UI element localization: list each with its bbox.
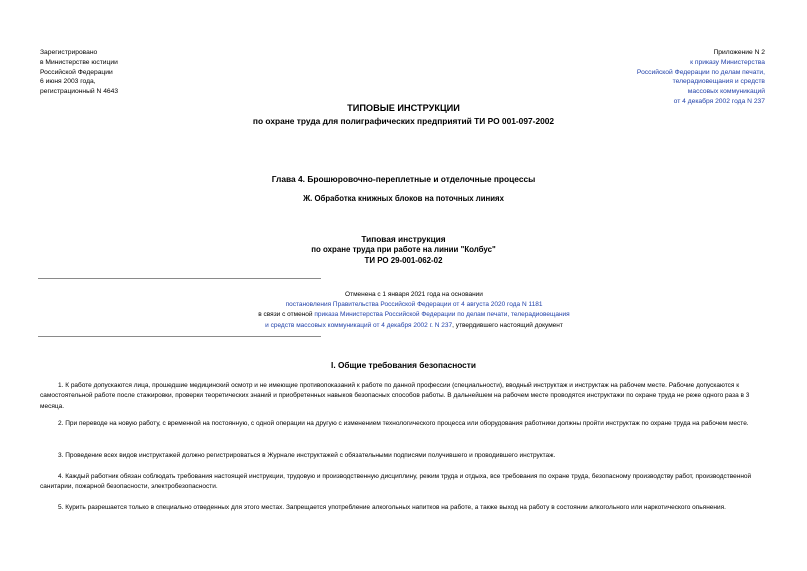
registration-block [40, 48, 220, 97]
appendix-link-line: телерадиовещания и средств [672, 78, 765, 86]
registration-line: 6 июня 2003 года, [40, 78, 96, 86]
appendix-link-line: от 4 декабря 2002 года N 237 [673, 97, 765, 105]
ministry-order-link[interactable]: приказа Министерства Российской Федерации по делам печати, телерадиовещания [314, 311, 570, 319]
paragraph-1: 1. К работе допускаются лица, прошедшие медицинский осмотр и не имеющие противопоказаний к работе по данной профессии (специальности), вводный инструктаж и инструктаж на рабочем месте. Рабочие допускаются к самостоятельной работе после стажировки, проверки теоретических знаний и приобретенных навыков безопасных способов работы. В дальнейшем на рабочем месте проводятся инструктажи по охране труда не реже одного раза в 3 месяца. [40, 382, 750, 410]
part-heading: I. Общие требования безопасности [331, 360, 476, 370]
appendix-block [565, 48, 765, 107]
cancellation-notice [150, 290, 678, 331]
paragraph-5: 5. Курить разрешается только в специально отведенных для этого местах. Запрещается употребление алкогольных напитков на работе, а также выход на работу в состоянии алкогольного или наркотического опьянения. [58, 504, 726, 511]
registration-line: Зарегистрировано [40, 49, 98, 56]
instruction-code: ТИ РО 29-001-062-02 [364, 256, 443, 265]
notice-text: , утвердившего настоящий документ [452, 321, 563, 329]
registration-line: регистрационный N 4643 [40, 88, 119, 96]
government-decree-link[interactable]: постановления Правительства Российской Федерации от 4 августа 2020 года N 1181 [285, 301, 543, 309]
appendix-number: Приложение N 2 [713, 49, 765, 56]
instruction-subject: по охране труда при работе на линии "Колбус" [311, 245, 496, 254]
instruction-title: Типовая инструкция [361, 234, 446, 244]
appendix-link-line: Российской Федерации по делам печати, [636, 68, 765, 76]
paragraph-3: 3. Проведение всех видов инструктажей должно регистрироваться в Журнале инструктажей с обязательными подписями получившего и проводившего инструктаж. [58, 452, 556, 459]
paragraph-2: 2. При переводе на новую работу, с временной на постоянную, с одной операции на другую с изменением технологического процесса или оборудования работники должны пройти инструктаж по охране труда на рабочем месте. [58, 420, 749, 427]
notice-text: в связи с отменой [258, 311, 315, 319]
registration-line: Российской Федерации [40, 68, 113, 76]
paragraph-4: 4. Каждый работник обязан соблюдать требования настоящей инструкции, трудовую и производственную дисциплину, режим труда и отдыха, все требования по охране труда, безопасному производству работ, производственной санитарии, пожарной безопасности, электробезопасности. [40, 473, 752, 491]
chapter-title: Глава 4. Брошюровочно-переплетные и отделочные процессы [271, 174, 536, 184]
appendix-order-link[interactable] [565, 58, 765, 107]
ministry-order-link-continued[interactable]: и средств массовых коммуникаций от 4 декабря 2002 г. N 237 [265, 321, 453, 329]
notice-line: Отменена с 1 января 2021 года на основании [345, 291, 483, 298]
document-subtitle: по охране труда для полиграфических предприятий ТИ РО 001-097-2002 [252, 116, 555, 126]
appendix-link-line: к приказу Министерства [690, 58, 765, 66]
divider-top [38, 278, 321, 279]
appendix-link-line: массовых коммуникаций [687, 88, 765, 96]
registration-line: в Министерстве юстиции [40, 58, 118, 66]
divider-bottom [38, 336, 321, 337]
section-title: Ж. Обработка книжных блоков на поточных линиях [303, 194, 504, 203]
document-title: ТИПОВЫЕ ИНСТРУКЦИИ [347, 103, 460, 113]
